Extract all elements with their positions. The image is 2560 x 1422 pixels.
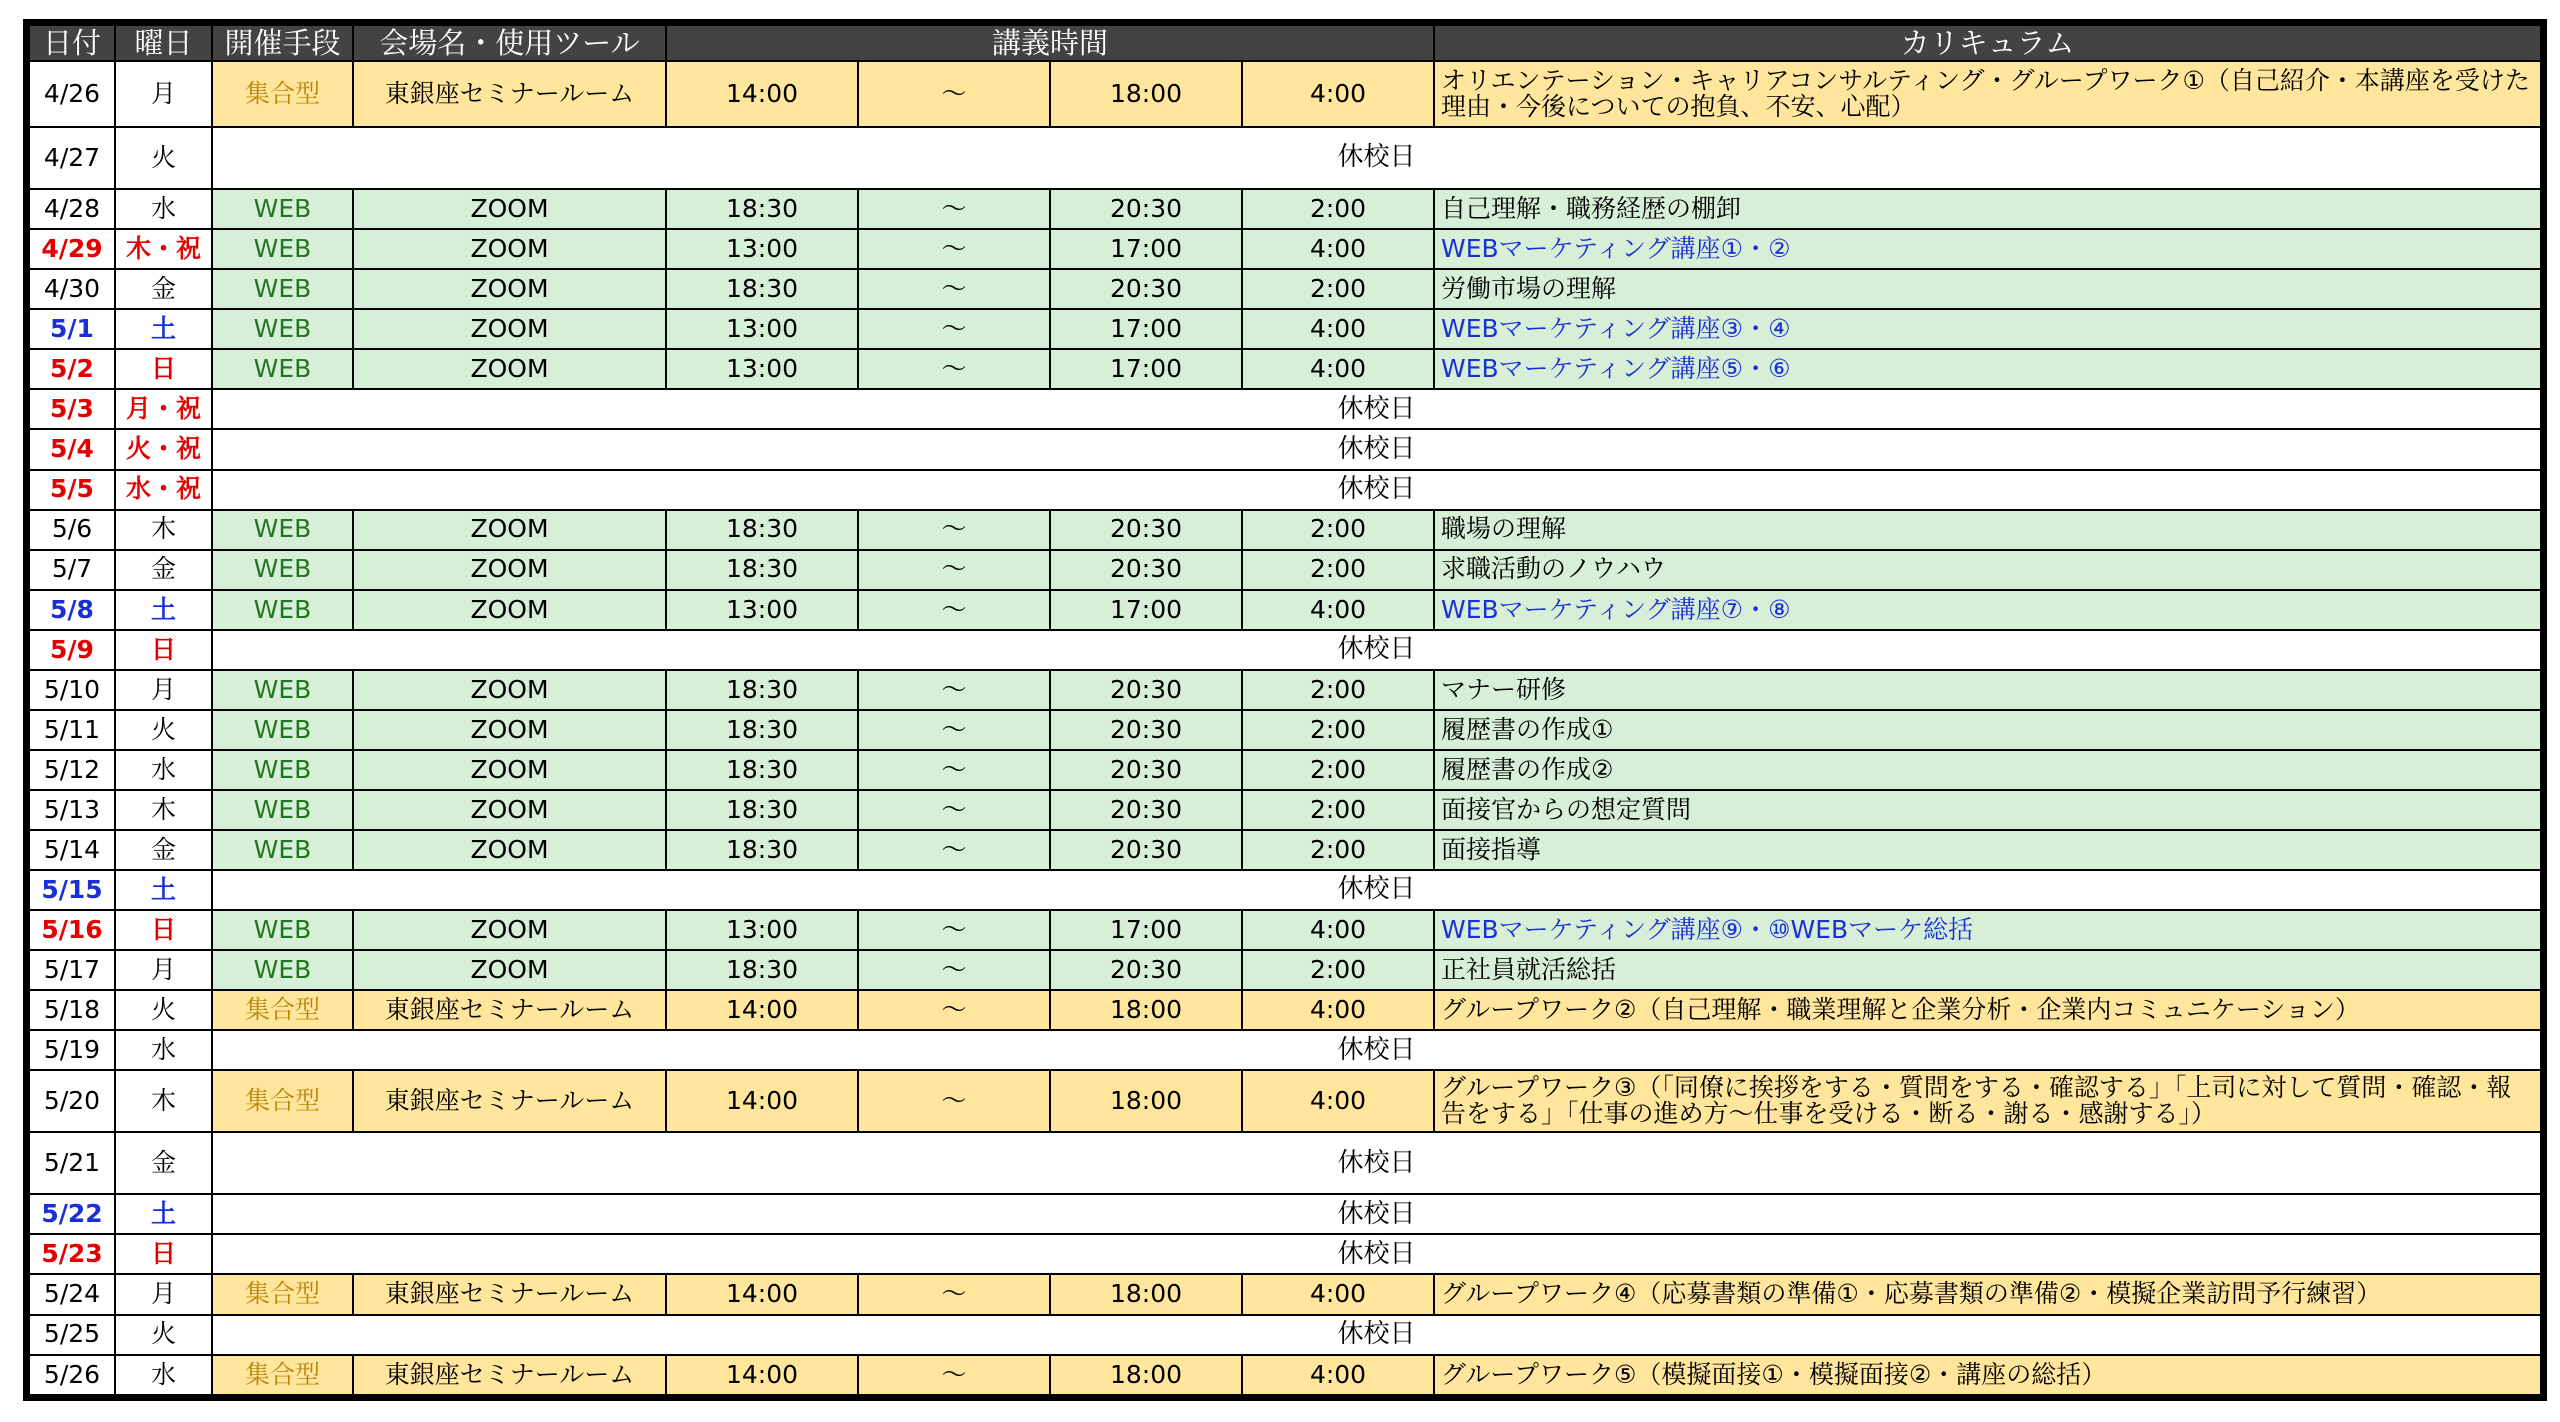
table-row bbox=[29, 1355, 2541, 1395]
weekday-cell: 土 bbox=[115, 870, 212, 910]
date-cell: 4/29 bbox=[29, 229, 115, 269]
weekday-cell: 水 bbox=[115, 1355, 212, 1395]
curriculum-cell: 面接指導 bbox=[1434, 830, 2541, 870]
venue-cell: 東銀座セミナールーム bbox=[353, 990, 666, 1030]
start-time-cell: 14:00 bbox=[666, 1070, 858, 1132]
date-cell: 4/30 bbox=[29, 269, 115, 309]
curriculum-cell: 求職活動のノウハウ bbox=[1434, 550, 2541, 590]
end-time-cell: 20:30 bbox=[1050, 750, 1242, 790]
date-cell: 5/2 bbox=[29, 349, 115, 389]
duration-cell: 2:00 bbox=[1242, 269, 1434, 309]
table-row bbox=[29, 1030, 2541, 1070]
time-separator-cell: ～ bbox=[858, 189, 1050, 229]
mode-cell: WEB bbox=[212, 550, 353, 590]
mode-cell: WEB bbox=[212, 670, 353, 710]
end-time-cell: 17:00 bbox=[1050, 910, 1242, 950]
mode-cell: WEB bbox=[212, 830, 353, 870]
date-cell: 5/16 bbox=[29, 910, 115, 950]
table-row bbox=[29, 61, 2541, 127]
duration-cell: 2:00 bbox=[1242, 950, 1434, 990]
weekday-cell: 火 bbox=[115, 710, 212, 750]
table-row bbox=[29, 389, 2541, 429]
end-time-cell: 18:00 bbox=[1050, 61, 1242, 127]
weekday-cell: 日 bbox=[115, 1234, 212, 1274]
mode-cell: WEB bbox=[212, 710, 353, 750]
table-row bbox=[29, 710, 2541, 750]
date-cell: 5/1 bbox=[29, 309, 115, 349]
weekday-cell: 水 bbox=[115, 189, 212, 229]
time-separator-cell: ～ bbox=[858, 990, 1050, 1030]
table-row bbox=[29, 630, 2541, 670]
header-curriculum: カリキュラム bbox=[1434, 25, 2541, 61]
header-date: 日付 bbox=[29, 25, 115, 61]
venue-cell: 東銀座セミナールーム bbox=[353, 1355, 666, 1395]
weekday-cell: 金 bbox=[115, 550, 212, 590]
mode-cell: WEB bbox=[212, 910, 353, 950]
table-row bbox=[29, 470, 2541, 510]
date-cell: 5/23 bbox=[29, 1234, 115, 1274]
start-time-cell: 14:00 bbox=[666, 61, 858, 127]
date-cell: 5/11 bbox=[29, 710, 115, 750]
holiday-cell: 休校日 bbox=[212, 1315, 2541, 1355]
start-time-cell: 13:00 bbox=[666, 349, 858, 389]
weekday-cell: 火 bbox=[115, 127, 212, 189]
mode-cell: 集合型 bbox=[212, 61, 353, 127]
curriculum-cell: 面接官からの想定質問 bbox=[1434, 790, 2541, 830]
curriculum-cell: WEBマーケティング講座③・④ bbox=[1434, 309, 2541, 349]
mode-cell: WEB bbox=[212, 269, 353, 309]
time-separator-cell: ～ bbox=[858, 1070, 1050, 1132]
table-row bbox=[29, 670, 2541, 710]
curriculum-cell: グループワーク③（「同僚に挨拶をする・質問をする・確認する」「上司に対して質問・確認・報告をする」「仕事の進め方～仕事を受ける・断る・謝る・感謝する」） bbox=[1434, 1070, 2541, 1132]
start-time-cell: 18:30 bbox=[666, 750, 858, 790]
venue-cell: 東銀座セミナールーム bbox=[353, 1274, 666, 1314]
time-separator-cell: ～ bbox=[858, 550, 1050, 590]
date-cell: 5/15 bbox=[29, 870, 115, 910]
date-cell: 5/21 bbox=[29, 1132, 115, 1194]
time-separator-cell: ～ bbox=[858, 349, 1050, 389]
duration-cell: 2:00 bbox=[1242, 710, 1434, 750]
start-time-cell: 18:30 bbox=[666, 670, 858, 710]
table-row bbox=[29, 1070, 2541, 1132]
venue-cell: ZOOM bbox=[353, 950, 666, 990]
curriculum-cell: 労働市場の理解 bbox=[1434, 269, 2541, 309]
start-time-cell: 18:30 bbox=[666, 510, 858, 550]
end-time-cell: 20:30 bbox=[1050, 269, 1242, 309]
weekday-cell: 木 bbox=[115, 790, 212, 830]
venue-cell: ZOOM bbox=[353, 550, 666, 590]
venue-cell: ZOOM bbox=[353, 229, 666, 269]
header-row bbox=[29, 25, 2541, 61]
time-separator-cell: ～ bbox=[858, 1355, 1050, 1395]
start-time-cell: 14:00 bbox=[666, 990, 858, 1030]
weekday-cell: 水 bbox=[115, 750, 212, 790]
table-row bbox=[29, 830, 2541, 870]
mode-cell: 集合型 bbox=[212, 990, 353, 1030]
date-cell: 5/12 bbox=[29, 750, 115, 790]
start-time-cell: 14:00 bbox=[666, 1274, 858, 1314]
mode-cell: WEB bbox=[212, 790, 353, 830]
time-separator-cell: ～ bbox=[858, 670, 1050, 710]
curriculum-cell: 正社員就活総括 bbox=[1434, 950, 2541, 990]
duration-cell: 4:00 bbox=[1242, 990, 1434, 1030]
date-cell: 5/17 bbox=[29, 950, 115, 990]
venue-cell: ZOOM bbox=[353, 790, 666, 830]
weekday-cell: 月 bbox=[115, 1274, 212, 1314]
weekday-cell: 金 bbox=[115, 1132, 212, 1194]
holiday-cell: 休校日 bbox=[212, 470, 2541, 510]
table-row bbox=[29, 1132, 2541, 1194]
mode-cell: WEB bbox=[212, 950, 353, 990]
start-time-cell: 18:30 bbox=[666, 790, 858, 830]
end-time-cell: 20:30 bbox=[1050, 830, 1242, 870]
table-row bbox=[29, 750, 2541, 790]
mode-cell: 集合型 bbox=[212, 1274, 353, 1314]
date-cell: 5/9 bbox=[29, 630, 115, 670]
weekday-cell: 日 bbox=[115, 910, 212, 950]
end-time-cell: 17:00 bbox=[1050, 229, 1242, 269]
date-cell: 5/24 bbox=[29, 1274, 115, 1314]
duration-cell: 4:00 bbox=[1242, 1274, 1434, 1314]
curriculum-cell: WEBマーケティング講座①・② bbox=[1434, 229, 2541, 269]
table-row bbox=[29, 1194, 2541, 1234]
table-row bbox=[29, 910, 2541, 950]
duration-cell: 2:00 bbox=[1242, 550, 1434, 590]
date-cell: 4/27 bbox=[29, 127, 115, 189]
date-cell: 4/28 bbox=[29, 189, 115, 229]
venue-cell: 東銀座セミナールーム bbox=[353, 1070, 666, 1132]
duration-cell: 4:00 bbox=[1242, 1355, 1434, 1395]
duration-cell: 4:00 bbox=[1242, 309, 1434, 349]
venue-cell: ZOOM bbox=[353, 910, 666, 950]
end-time-cell: 20:30 bbox=[1050, 950, 1242, 990]
weekday-cell: 月・祝 bbox=[115, 389, 212, 429]
mode-cell: WEB bbox=[212, 189, 353, 229]
date-cell: 5/3 bbox=[29, 389, 115, 429]
end-time-cell: 20:30 bbox=[1050, 550, 1242, 590]
weekday-cell: 金 bbox=[115, 830, 212, 870]
end-time-cell: 20:30 bbox=[1050, 670, 1242, 710]
weekday-cell: 木 bbox=[115, 510, 212, 550]
time-separator-cell: ～ bbox=[858, 229, 1050, 269]
table-row bbox=[29, 349, 2541, 389]
table-row bbox=[29, 127, 2541, 189]
weekday-cell: 月 bbox=[115, 61, 212, 127]
end-time-cell: 18:00 bbox=[1050, 1070, 1242, 1132]
date-cell: 5/20 bbox=[29, 1070, 115, 1132]
mode-cell: WEB bbox=[212, 229, 353, 269]
end-time-cell: 17:00 bbox=[1050, 309, 1242, 349]
start-time-cell: 18:30 bbox=[666, 189, 858, 229]
table-row bbox=[29, 1315, 2541, 1355]
start-time-cell: 13:00 bbox=[666, 309, 858, 349]
table-row bbox=[29, 790, 2541, 830]
start-time-cell: 18:30 bbox=[666, 269, 858, 309]
weekday-cell: 土 bbox=[115, 590, 212, 630]
date-cell: 5/5 bbox=[29, 470, 115, 510]
schedule-table bbox=[28, 24, 2542, 1396]
weekday-cell: 火 bbox=[115, 1315, 212, 1355]
duration-cell: 2:00 bbox=[1242, 790, 1434, 830]
duration-cell: 2:00 bbox=[1242, 750, 1434, 790]
time-separator-cell: ～ bbox=[858, 590, 1050, 630]
weekday-cell: 土 bbox=[115, 1194, 212, 1234]
time-separator-cell: ～ bbox=[858, 710, 1050, 750]
date-cell: 5/18 bbox=[29, 990, 115, 1030]
schedule-body bbox=[29, 61, 2541, 1395]
date-cell: 5/8 bbox=[29, 590, 115, 630]
curriculum-cell: 自己理解・職務経歴の棚卸 bbox=[1434, 189, 2541, 229]
holiday-cell: 休校日 bbox=[212, 1234, 2541, 1274]
start-time-cell: 18:30 bbox=[666, 950, 858, 990]
start-time-cell: 14:00 bbox=[666, 1355, 858, 1395]
end-time-cell: 17:00 bbox=[1050, 590, 1242, 630]
weekday-cell: 月 bbox=[115, 670, 212, 710]
mode-cell: 集合型 bbox=[212, 1070, 353, 1132]
header-time: 講義時間 bbox=[666, 25, 1434, 61]
time-separator-cell: ～ bbox=[858, 750, 1050, 790]
table-row bbox=[29, 870, 2541, 910]
curriculum-cell: WEBマーケティング講座⑤・⑥ bbox=[1434, 349, 2541, 389]
duration-cell: 4:00 bbox=[1242, 61, 1434, 127]
date-cell: 5/19 bbox=[29, 1030, 115, 1070]
time-separator-cell: ～ bbox=[858, 61, 1050, 127]
venue-cell: ZOOM bbox=[353, 830, 666, 870]
date-cell: 5/26 bbox=[29, 1355, 115, 1395]
curriculum-cell: 履歴書の作成① bbox=[1434, 710, 2541, 750]
start-time-cell: 18:30 bbox=[666, 710, 858, 750]
header-mode: 開催手段 bbox=[212, 25, 353, 61]
holiday-cell: 休校日 bbox=[212, 1194, 2541, 1234]
curriculum-cell: WEBマーケティング講座⑦・⑧ bbox=[1434, 590, 2541, 630]
end-time-cell: 18:00 bbox=[1050, 1355, 1242, 1395]
duration-cell: 4:00 bbox=[1242, 910, 1434, 950]
table-row bbox=[29, 950, 2541, 990]
date-cell: 5/22 bbox=[29, 1194, 115, 1234]
weekday-cell: 木 bbox=[115, 1070, 212, 1132]
date-cell: 5/14 bbox=[29, 830, 115, 870]
end-time-cell: 20:30 bbox=[1050, 510, 1242, 550]
venue-cell: ZOOM bbox=[353, 349, 666, 389]
table-row bbox=[29, 309, 2541, 349]
table-row bbox=[29, 550, 2541, 590]
duration-cell: 4:00 bbox=[1242, 590, 1434, 630]
weekday-cell: 火 bbox=[115, 990, 212, 1030]
venue-cell: 東銀座セミナールーム bbox=[353, 61, 666, 127]
curriculum-cell: グループワーク②（自己理解・職業理解と企業分析・企業内コミュニケーション） bbox=[1434, 990, 2541, 1030]
duration-cell: 4:00 bbox=[1242, 229, 1434, 269]
table-row bbox=[29, 590, 2541, 630]
weekday-cell: 水 bbox=[115, 1030, 212, 1070]
weekday-cell: 火・祝 bbox=[115, 429, 212, 469]
curriculum-cell: 職場の理解 bbox=[1434, 510, 2541, 550]
mode-cell: WEB bbox=[212, 349, 353, 389]
end-time-cell: 20:30 bbox=[1050, 710, 1242, 750]
weekday-cell: 木・祝 bbox=[115, 229, 212, 269]
start-time-cell: 13:00 bbox=[666, 910, 858, 950]
holiday-cell: 休校日 bbox=[212, 127, 2541, 189]
holiday-cell: 休校日 bbox=[212, 870, 2541, 910]
date-cell: 5/6 bbox=[29, 510, 115, 550]
date-cell: 5/25 bbox=[29, 1315, 115, 1355]
venue-cell: ZOOM bbox=[353, 710, 666, 750]
date-cell: 5/10 bbox=[29, 670, 115, 710]
mode-cell: WEB bbox=[212, 590, 353, 630]
mode-cell: 集合型 bbox=[212, 1355, 353, 1395]
venue-cell: ZOOM bbox=[353, 670, 666, 710]
mode-cell: WEB bbox=[212, 750, 353, 790]
end-time-cell: 20:30 bbox=[1050, 189, 1242, 229]
schedule-sheet bbox=[23, 19, 2547, 1401]
table-row bbox=[29, 229, 2541, 269]
date-cell: 4/26 bbox=[29, 61, 115, 127]
start-time-cell: 13:00 bbox=[666, 229, 858, 269]
table-row bbox=[29, 429, 2541, 469]
mode-cell: WEB bbox=[212, 309, 353, 349]
weekday-cell: 水・祝 bbox=[115, 470, 212, 510]
time-separator-cell: ～ bbox=[858, 950, 1050, 990]
end-time-cell: 18:00 bbox=[1050, 1274, 1242, 1314]
end-time-cell: 18:00 bbox=[1050, 990, 1242, 1030]
start-time-cell: 18:30 bbox=[666, 550, 858, 590]
date-cell: 5/7 bbox=[29, 550, 115, 590]
end-time-cell: 20:30 bbox=[1050, 790, 1242, 830]
curriculum-cell: マナー研修 bbox=[1434, 670, 2541, 710]
end-time-cell: 17:00 bbox=[1050, 349, 1242, 389]
table-row bbox=[29, 189, 2541, 229]
curriculum-cell: グループワーク⑤（模擬面接①・模擬面接②・講座の総括） bbox=[1434, 1355, 2541, 1395]
venue-cell: ZOOM bbox=[353, 510, 666, 550]
venue-cell: ZOOM bbox=[353, 269, 666, 309]
table-row bbox=[29, 269, 2541, 309]
date-cell: 5/4 bbox=[29, 429, 115, 469]
time-separator-cell: ～ bbox=[858, 830, 1050, 870]
table-row bbox=[29, 1234, 2541, 1274]
mode-cell: WEB bbox=[212, 510, 353, 550]
holiday-cell: 休校日 bbox=[212, 1132, 2541, 1194]
venue-cell: ZOOM bbox=[353, 590, 666, 630]
duration-cell: 4:00 bbox=[1242, 1070, 1434, 1132]
venue-cell: ZOOM bbox=[353, 309, 666, 349]
time-separator-cell: ～ bbox=[858, 510, 1050, 550]
time-separator-cell: ～ bbox=[858, 269, 1050, 309]
curriculum-cell: オリエンテーション・キャリアコンサルティング・グループワーク①（自己紹介・本講座を受けた理由・今後についての抱負、不安、心配） bbox=[1434, 61, 2541, 127]
table-row bbox=[29, 510, 2541, 550]
weekday-cell: 月 bbox=[115, 950, 212, 990]
curriculum-cell: グループワーク④（応募書類の準備①・応募書類の準備②・模擬企業訪問予行練習） bbox=[1434, 1274, 2541, 1314]
weekday-cell: 日 bbox=[115, 349, 212, 389]
time-separator-cell: ～ bbox=[858, 910, 1050, 950]
venue-cell: ZOOM bbox=[353, 750, 666, 790]
time-separator-cell: ～ bbox=[858, 309, 1050, 349]
table-row bbox=[29, 990, 2541, 1030]
duration-cell: 4:00 bbox=[1242, 349, 1434, 389]
duration-cell: 2:00 bbox=[1242, 189, 1434, 229]
curriculum-cell: 履歴書の作成② bbox=[1434, 750, 2541, 790]
start-time-cell: 13:00 bbox=[666, 590, 858, 630]
duration-cell: 2:00 bbox=[1242, 510, 1434, 550]
header-venue: 会場名・使用ツール bbox=[353, 25, 666, 61]
duration-cell: 2:00 bbox=[1242, 830, 1434, 870]
date-cell: 5/13 bbox=[29, 790, 115, 830]
header-weekday: 曜日 bbox=[115, 25, 212, 61]
holiday-cell: 休校日 bbox=[212, 1030, 2541, 1070]
time-separator-cell: ～ bbox=[858, 1274, 1050, 1314]
weekday-cell: 金 bbox=[115, 269, 212, 309]
holiday-cell: 休校日 bbox=[212, 429, 2541, 469]
holiday-cell: 休校日 bbox=[212, 389, 2541, 429]
start-time-cell: 18:30 bbox=[666, 830, 858, 870]
venue-cell: ZOOM bbox=[353, 189, 666, 229]
curriculum-cell: WEBマーケティング講座⑨・⑩WEBマーケ総括 bbox=[1434, 910, 2541, 950]
holiday-cell: 休校日 bbox=[212, 630, 2541, 670]
table-row bbox=[29, 1274, 2541, 1314]
duration-cell: 2:00 bbox=[1242, 670, 1434, 710]
time-separator-cell: ～ bbox=[858, 790, 1050, 830]
weekday-cell: 土 bbox=[115, 309, 212, 349]
weekday-cell: 日 bbox=[115, 630, 212, 670]
